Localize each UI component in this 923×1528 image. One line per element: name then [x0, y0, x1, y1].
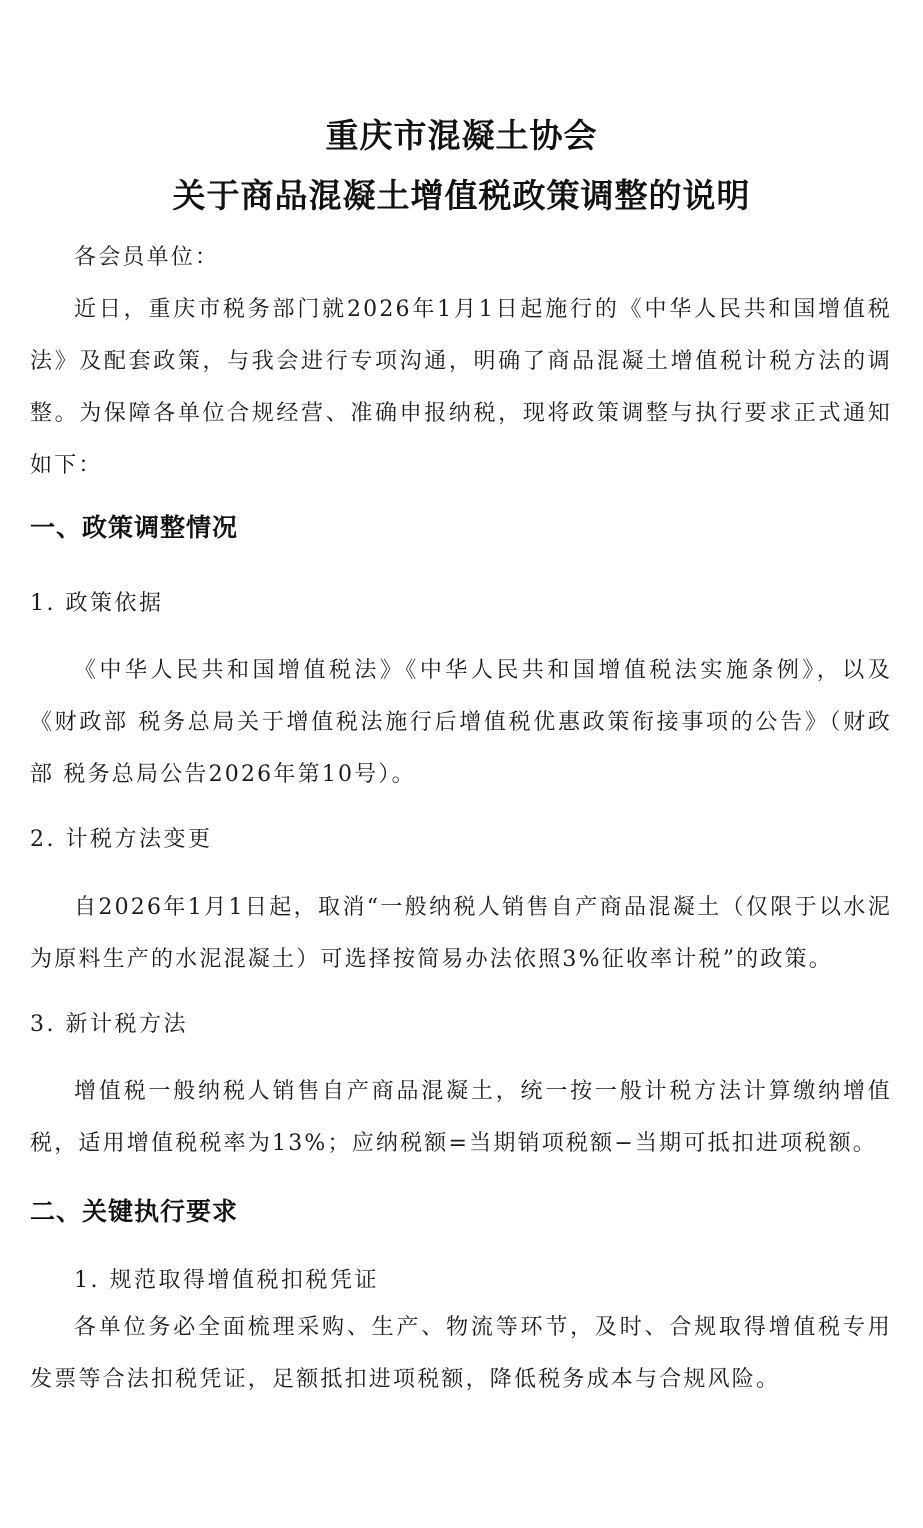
section1-heading: 一、政策调整情况 — [30, 513, 239, 542]
section1-item1-text: 《中华人民共和国增值税法》《中华人民共和国增值税法实施条例》，以及《财政部 税务总局关于增值税法施行后增值税优惠政策衔接事项的公告》（财政部 税务总局公告2026年第10号）。 — [30, 658, 892, 787]
intro-paragraph: 近日，重庆市税务部门就2026年1月1日起施行的《中华人民共和国增值税法》及配套政策，与我会进行专项沟通，明确了商品混凝土增值税计税方法的调整。为保障各单位合规经营、准确申报纳税，现将政策调整与执行要求正式通知如下： — [30, 297, 892, 478]
salutation: 各会员单位： — [74, 245, 220, 270]
section1-item3-heading: 3. 新计税方法 — [30, 1012, 188, 1037]
section1-item2-text: 自2026年1月1日起，取消“一般纳税人销售自产商品混凝土（仅限于以水泥为原料生产的水泥混凝土）可选择按简易办法依照3%征收率计税”的政策。 — [30, 895, 892, 972]
section1-item2-heading: 2. 计税方法变更 — [30, 827, 213, 852]
section1-item1-heading: 1. 政策依据 — [30, 591, 164, 616]
section2-item1-heading: 1. 规范取得增值税扣税凭证 — [74, 1268, 379, 1293]
section1-item3-text: 增值税一般纳税人销售自产商品混凝土，统一按一般计税方法计算缴纳增值税，适用增值税税率为13%；应纳税额=当期销项税额−当期可抵扣进项税额。 — [30, 1079, 892, 1156]
section2-item1-text: 各单位务必全面梳理采购、生产、物流等环节，及时、合规取得增值税专用发票等合法扣税凭证，足额抵扣进项税额，降低税务成本与合规风险。 — [30, 1315, 892, 1392]
document-title-line1: 重庆市混凝土协会 — [325, 116, 598, 155]
document-title-line2: 关于商品混凝土增值税政策调整的说明 — [172, 176, 751, 215]
section2-heading: 二、关键执行要求 — [30, 1197, 239, 1226]
